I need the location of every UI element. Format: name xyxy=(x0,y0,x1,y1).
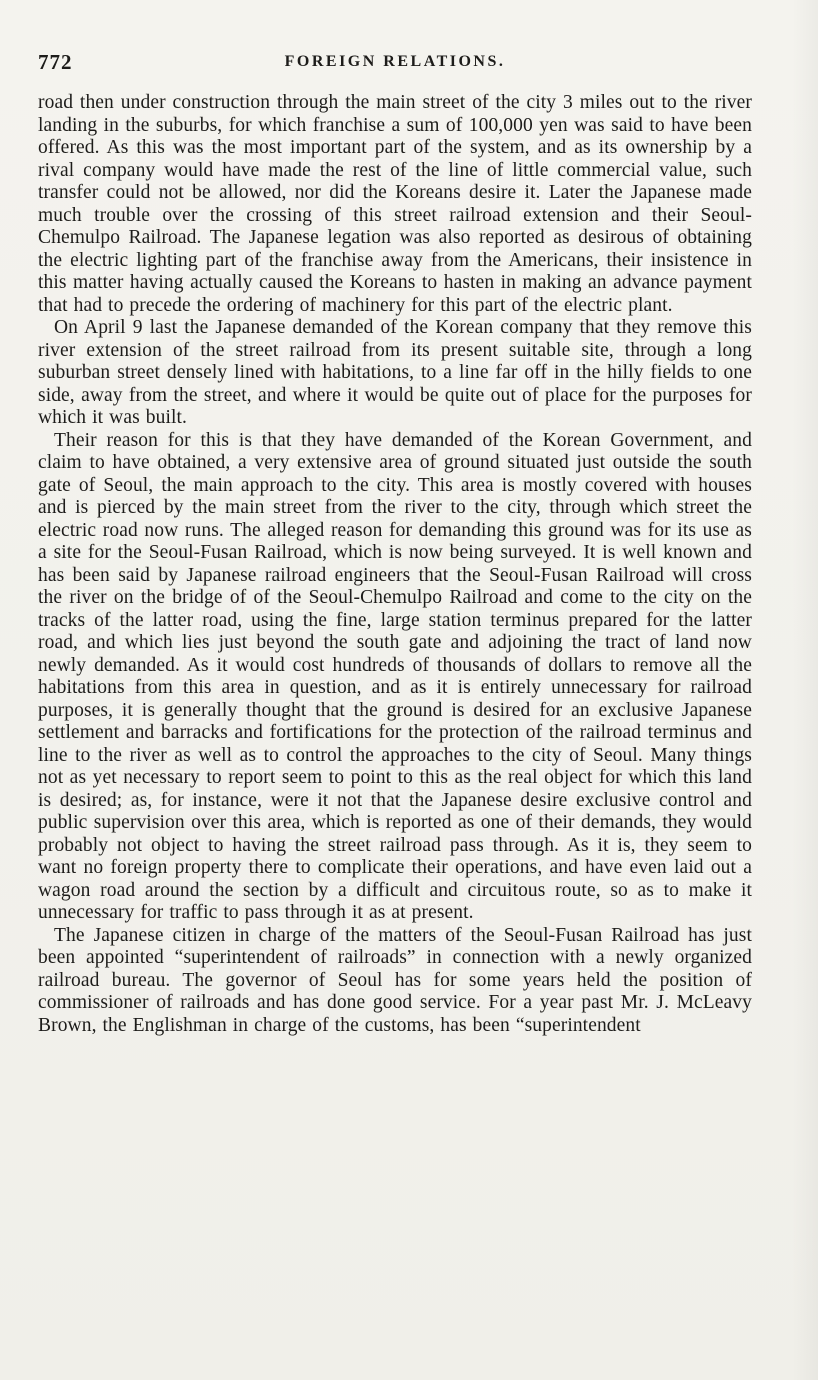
page-header xyxy=(38,50,752,76)
page-number: 772 xyxy=(38,50,73,74)
paragraph: Their reason for this is that they have demanded of the Korean Government, and claim to have obtained, a very extensive area of ground situated just outside the south gate of Seoul, the main approach to the city. This area is mostly covered with houses and is pierced by the main street from the river to the city, through which street the electric road now runs. The alleged reason for demanding this ground was for its use as a site for the Seoul-Fusan Railroad, which is now being surveyed. It is well known and has been said by Japanese railroad engineers that the Seoul-Fusan Railroad will cross the river on the bridge of of the Seoul-Chemulpo Railroad and come to the city on the tracks of the latter road, using the fine, large station terminus prepared for the latter road, and which lies just beyond the south gate and adjoining the tract of land now newly demanded. As it would cost hundreds of thousands of dollars to remove all the habitations from this area in question, and as it is entirely unnecessary for railroad purposes, it is generally thought that the ground is desired for an exclusive Japanese settlement and barracks and fortifications for the protection of the railroad terminus and line to the river as well as to control the approaches to the city of Seoul. Many things not as yet necessary to report seem to point to this as the real object for which this land is desired; as, for instance, were it not that the Japanese desire exclusive control and public supervision over this area, which is reported as one of their demands, they would probably not object to having the street railroad pass through. As it is, they seem to want no foreign property there to complicate their operations, and have even laid out a wagon road around the section by a difficult and circuitous route, so as to make it unnecessary for traffic to pass through it as at present. xyxy=(38,429,752,923)
page-body xyxy=(38,92,752,1037)
paragraph: On April 9 last the Japanese demanded of the Korean company that they remove this river extension of the street railroad from its present suitable site, through a long suburban street densely lined with habitations, to a line far off in the hilly fields to one side, away from the street, and where it would be quite out of place for the purposes for which it was built. xyxy=(38,317,752,428)
running-title: FOREIGN RELATIONS. xyxy=(284,53,506,70)
paragraph-continuation: road then under construction through the main street of the city 3 miles out to the river landing in the suburbs, for which franchise a sum of 100,000 yen was said to have been offered. As this was the most important part of the system, and as its ownership by a rival company would have made the rest of the line of little commercial value, such transfer could not be allowed, nor did the Koreans desire it. Later the Japanese made much trouble over the crossing of this street railroad extension and their Seoul-Chemulpo Railroad. The Japanese legation was also reported as desirous of obtaining the electric lighting part of the franchise away from the Americans, their insistence in this matter having actually caused the Koreans to hasten in making an advance payment that had to precede the ordering of machinery for this part of the electric plant. xyxy=(38,92,752,316)
paragraph: The Japanese citizen in charge of the matters of the Seoul-Fusan Railroad has just been appointed “superintendent of railroads” in connection with a newly organized railroad bureau. The governor of Seoul has for some years held the position of commissioner of railroads and has done good service. For a year past Mr. J. McLeavy Brown, the Englishman in charge of the customs, has been “superintendent xyxy=(38,924,752,1036)
